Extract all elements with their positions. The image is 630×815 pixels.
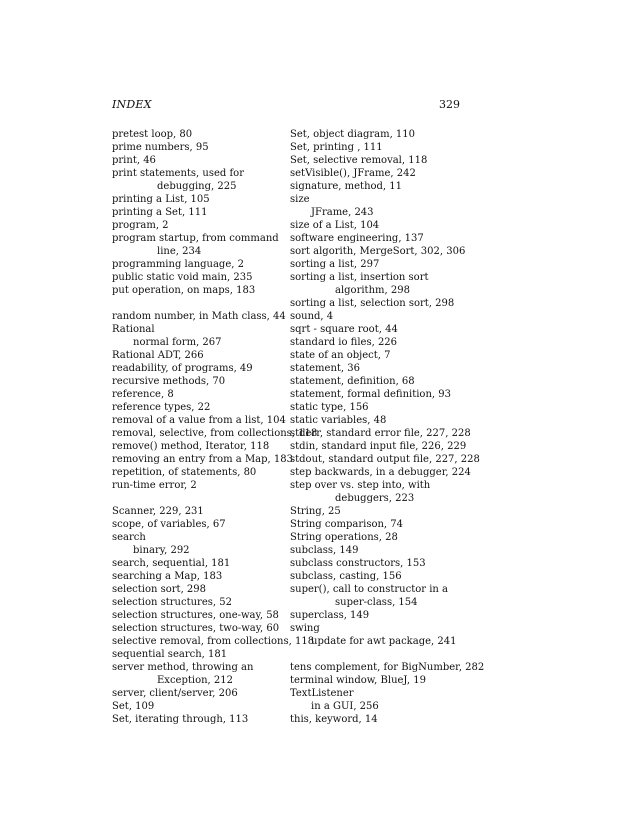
index-entry: setVisible(), JFrame, 242 (290, 168, 416, 179)
index-entry: statement, 36 (290, 363, 360, 374)
index-entry: super(), call to constructor in a super-class, 154 (290, 584, 448, 608)
index-entry: subclass constructors, 153 (290, 558, 426, 569)
index-entry: sort algorith, MergeSort, 302, 306 (290, 246, 466, 257)
index-entry: statement, definition, 68 (290, 376, 415, 387)
index-entry: signature, method, 11 (290, 181, 403, 192)
index-entry: pretest loop, 80 (112, 129, 193, 140)
index-entry: selection structures, 52 (112, 597, 232, 608)
index-entry: program, 2 (112, 220, 169, 231)
index-entry: print statements, used for debugging, 225 (112, 168, 244, 192)
index-entry: size of a List, 104 (290, 220, 380, 231)
index-entry: Scanner, 229, 231 (112, 506, 204, 517)
index-entry: Set, printing , 111 (290, 142, 383, 153)
index-entry: statement, formal definition, 93 (290, 389, 451, 400)
index-entry: remove() method, Iterator, 118 (112, 441, 270, 452)
index-entry: String operations, 28 (290, 532, 398, 543)
index-entry: program startup, from command line, 234 (112, 233, 279, 257)
index-entry: server, client/server, 206 (112, 688, 238, 699)
index-entry: sqrt - square root, 44 (290, 324, 398, 335)
index-entry: tens complement, for BigNumber, 282 (290, 662, 485, 673)
index-entry: searching a Map, 183 (112, 571, 223, 582)
index-subentry: JFrame, 243 (311, 207, 374, 218)
index-entry: selection structures, one-way, 58 (112, 610, 279, 621)
index-entry: stderr, standard error file, 227, 228 (290, 428, 471, 439)
index-entry: String, 25 (290, 506, 341, 517)
section-gap (112, 492, 284, 505)
index-entry: superclass, 149 (290, 610, 370, 621)
index-entry: run-time error, 2 (112, 480, 197, 491)
index-entry: String comparison, 74 (290, 519, 403, 530)
index-entry: stdin, standard input file, 226, 229 (290, 441, 467, 452)
index-entry: repetition, of statements, 80 (112, 467, 257, 478)
index-entry: subclass, 149 (290, 545, 359, 556)
index-entry: reference, 8 (112, 389, 174, 400)
index-entry: static type, 156 (290, 402, 369, 413)
index-entry: reference types, 22 (112, 402, 211, 413)
index-entry: search, sequential, 181 (112, 558, 231, 569)
index-entry: Set, object diagram, 110 (290, 129, 416, 140)
index-entry: recursive methods, 70 (112, 376, 226, 387)
index-entry: stdout, standard output file, 227, 228 (290, 454, 480, 465)
index-entry: sequential search, 181 (112, 649, 228, 660)
index-title: INDEX (112, 98, 152, 111)
index-entry: standard io files, 226 (290, 337, 398, 348)
index-entry: Set, 109 (112, 701, 155, 712)
index-subentry: binary, 292 (133, 545, 190, 556)
index-entry: selection structures, two-way, 60 (112, 623, 280, 634)
index-entry: removing an entry from a Map, 183 (112, 454, 293, 465)
index-entry: prime numbers, 95 (112, 142, 209, 153)
index-entry: printing a List, 105 (112, 194, 210, 205)
index-column-right (290, 128, 485, 726)
index-entry: Rational ADT, 266 (112, 350, 204, 361)
index-entry: search (112, 532, 146, 543)
index-entry: removal, selective, from collections, 118 (112, 428, 318, 439)
index-entry: removal of a value from a list, 104 (112, 415, 286, 426)
page-header (112, 98, 460, 112)
index-entry: printing a Set, 111 (112, 207, 208, 218)
index-entry: random number, in Math class, 44 (112, 311, 286, 322)
section-gap (112, 297, 284, 310)
index-entry: sorting a list, 297 (290, 259, 380, 270)
index-entry: selective removal, from collections, 118 (112, 636, 315, 647)
index-entry: step backwards, in a debugger, 224 (290, 467, 471, 478)
index-entry: readability, of programs, 49 (112, 363, 253, 374)
index-entry: print, 46 (112, 155, 156, 166)
index-entry: terminal window, BlueJ, 19 (290, 675, 426, 686)
index-entry: server method, throwing an Exception, 212 (112, 662, 254, 686)
index-entry: Set, iterating through, 113 (112, 714, 249, 725)
index-entry: programming language, 2 (112, 259, 244, 270)
index-subentry: normal form, 267 (133, 337, 222, 348)
index-entry: step over vs. step into, with debuggers, 223 (290, 480, 431, 504)
index-entry: selection sort, 298 (112, 584, 207, 595)
index-entry: this, keyword, 14 (290, 714, 378, 725)
index-entry: static variables, 48 (290, 415, 387, 426)
index-entry: size (290, 194, 310, 205)
index-entry: software engineering, 137 (290, 233, 424, 244)
index-entry: TextListener (290, 688, 354, 699)
index-subentry: in a GUI, 256 (311, 701, 379, 712)
index-entry: Set, selective removal, 118 (290, 155, 428, 166)
index-entry: state of an object, 7 (290, 350, 391, 361)
index-entry: sorting a list, selection sort, 298 (290, 298, 455, 309)
index-entry: swing (290, 623, 320, 634)
index-entry: scope, of variables, 67 (112, 519, 226, 530)
index-entry: sorting a list, insertion sort algorithm, 298 (290, 272, 429, 296)
index-entry: sound, 4 (290, 311, 334, 322)
section-gap (290, 648, 462, 661)
index-entry: public static void main, 235 (112, 272, 253, 283)
index-entry: Rational (112, 324, 155, 335)
index-entry: put operation, on maps, 183 (112, 285, 256, 296)
page-number: 329 (439, 98, 460, 111)
index-subentry: update for awt package, 241 (311, 636, 457, 647)
index-entry: subclass, casting, 156 (290, 571, 402, 582)
